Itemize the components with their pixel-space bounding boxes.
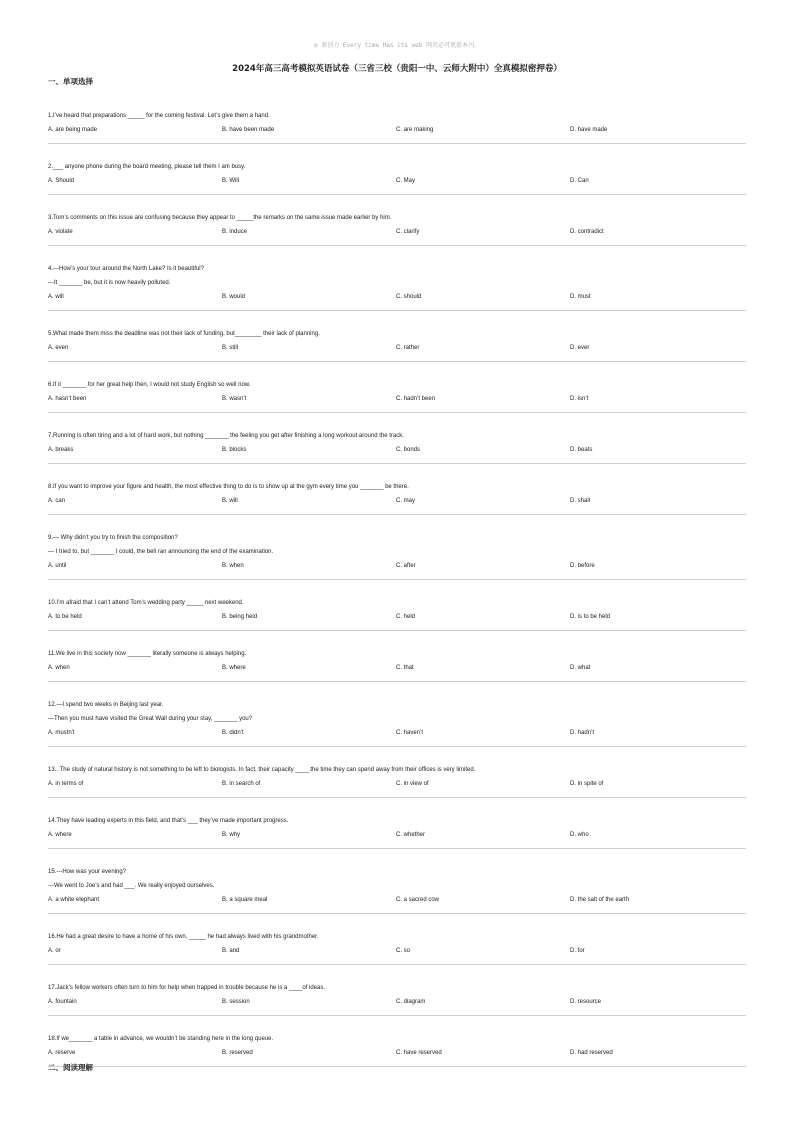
answer-option[interactable]: D. the salt of the earth — [570, 897, 630, 903]
answer-options — [48, 392, 746, 406]
answer-option[interactable]: B. still — [222, 345, 239, 351]
question-item — [48, 763, 746, 798]
answer-option[interactable]: C. are making — [396, 127, 434, 133]
answer-option[interactable]: D. for — [570, 948, 585, 954]
answer-options — [48, 290, 746, 304]
question-text: 10.I’m afraid that I can’t attend Tom’s wedding party _____ next weekend. — [48, 600, 244, 606]
question-item — [48, 262, 746, 311]
answer-option[interactable]: B. where — [222, 665, 246, 671]
page-title: 2024年高三高考模拟英语试卷（三省三校（贵阳一中、云师大附中）全真模拟密押卷） — [232, 64, 562, 74]
answer-option[interactable]: C. held — [396, 614, 416, 620]
question-text: —Then you must have visited the Great Wall during your stay, _______ you? — [48, 716, 253, 722]
answer-option[interactable]: C. bonds — [396, 447, 421, 453]
answer-option[interactable]: C. after — [396, 563, 416, 569]
answer-options — [48, 610, 746, 624]
question-text: 15.---How was your evening? — [48, 869, 127, 875]
question-text: — I tried to, but _______ I could, the bell ran announcing the end of the examination. — [48, 549, 274, 555]
answer-options — [48, 995, 746, 1009]
answer-option[interactable]: D. beats — [570, 447, 593, 453]
answer-option[interactable]: B. why — [222, 832, 241, 838]
answer-option[interactable]: B. have been made — [222, 127, 275, 133]
answer-option[interactable]: C. diagram — [396, 999, 426, 1005]
answer-option[interactable]: B. Will — [222, 178, 239, 184]
answer-option[interactable]: D. shall — [570, 498, 591, 504]
answer-options — [48, 777, 746, 791]
answer-option[interactable]: A. fountain — [48, 999, 77, 1005]
answer-option[interactable]: A. reserve — [48, 1050, 76, 1056]
answer-options — [48, 123, 746, 137]
question-text: 4.---How’s your tour around the North Lake? Is it beautiful? — [48, 266, 204, 272]
answer-option[interactable]: A. a white elephant — [48, 897, 100, 903]
answer-options — [48, 225, 746, 239]
question-item — [48, 429, 746, 464]
answer-option[interactable]: C. May — [396, 178, 416, 184]
question-text: 18.If we_______ a table in advance, we wouldn’t be standing here in the long queue. — [48, 1036, 274, 1042]
question-item — [48, 930, 746, 965]
question-item — [48, 531, 746, 580]
answer-option[interactable]: B. being held — [222, 614, 258, 620]
answer-option[interactable]: B. reserved — [222, 1050, 253, 1056]
question-item — [48, 698, 746, 747]
question-text: 16.He had a great desire to have a home of his own, _____ he had always lived with his grandmother. — [48, 934, 319, 940]
question-text: ---We went to Joe’s and had ___. We really enjoyed ourselves. — [48, 883, 215, 889]
answer-option[interactable]: D. must — [570, 294, 591, 300]
answer-option[interactable]: B. induce — [222, 229, 248, 235]
answer-options — [48, 494, 746, 508]
answer-option[interactable]: B. a square meal — [222, 897, 268, 903]
question-item — [48, 211, 746, 246]
answer-option[interactable]: D. contradict — [570, 229, 604, 235]
answer-options — [48, 443, 746, 457]
answer-option[interactable]: C. a sacred cow — [396, 897, 440, 903]
answer-option[interactable]: C. should — [396, 294, 422, 300]
question-text: 5.What made them miss the deadline was not their lack of funding, but________ their lack of planning. — [48, 331, 320, 337]
answer-option[interactable]: A. will — [48, 294, 64, 300]
question-text: 2.___ anyone phone during the board meeting, please tell them I am busy. — [48, 164, 246, 170]
question-item — [48, 327, 746, 362]
answer-option[interactable]: D. is to be held — [570, 614, 611, 620]
section-heading-single-choice: 一、单项选择 — [48, 77, 93, 86]
answer-options — [48, 341, 746, 355]
answer-option[interactable]: C. hadn’t been — [396, 396, 436, 402]
question-text: 8.If you want to improve your figure and health, the most effective thing to do is to show up at the gym every time you _______ be there. — [48, 484, 409, 490]
section-heading-reading: 二、阅读理解 — [48, 1063, 93, 1072]
answer-option[interactable]: A. where — [48, 832, 72, 838]
question-list — [48, 109, 746, 1083]
answer-option[interactable]: D. hadn’t — [570, 730, 595, 736]
answer-option[interactable]: A. hasn’t been — [48, 396, 87, 402]
answer-option[interactable]: C. have reserved — [396, 1050, 442, 1056]
question-text: ---It _______ be, but it is now heavily polluted. — [48, 280, 171, 286]
question-item — [48, 865, 746, 914]
answer-option[interactable]: C. whether — [396, 832, 426, 838]
answer-options — [48, 893, 746, 907]
question-text: 11.We live in this society now _______ literally someone is always helping. — [48, 651, 247, 657]
answer-option[interactable]: B. when — [222, 563, 244, 569]
question-item — [48, 1032, 746, 1067]
answer-option[interactable]: A. even — [48, 345, 69, 351]
answer-option[interactable]: A. to be held — [48, 614, 82, 620]
answer-option[interactable]: C. haven’t — [396, 730, 424, 736]
answer-option[interactable]: A. when — [48, 665, 70, 671]
answer-options — [48, 726, 746, 740]
answer-option[interactable]: D. who — [570, 832, 589, 838]
answer-option[interactable]: A. until — [48, 563, 67, 569]
question-text: 14.They have leading experts in this field, and that’s ___ they’ve made important progress. — [48, 818, 289, 824]
answer-option[interactable]: A. are being made — [48, 127, 98, 133]
answer-option[interactable]: A. breaks — [48, 447, 74, 453]
answer-options — [48, 661, 746, 675]
answer-options — [48, 944, 746, 958]
answer-option[interactable]: D. had reserved — [570, 1050, 613, 1056]
answer-option[interactable]: D. in spite of — [570, 781, 604, 787]
answer-option[interactable]: A. can — [48, 498, 66, 504]
question-text: 13.. The study of natural history is not something to be left to biologists. In fact, their capacity ____ the time they can spend away from their offices is very limited. — [48, 767, 476, 773]
answer-option[interactable]: C. so — [396, 948, 411, 954]
answer-option[interactable]: C. clarify — [396, 229, 420, 235]
answer-option[interactable]: D. before — [570, 563, 595, 569]
answer-option[interactable]: C. may — [396, 498, 416, 504]
answer-option[interactable]: A. Should — [48, 178, 75, 184]
answer-option[interactable]: C. that — [396, 665, 414, 671]
answer-option[interactable]: B. didn’t — [222, 730, 244, 736]
answer-option[interactable]: B. session — [222, 999, 250, 1005]
question-text: 1.I’ve heard that preparations _____ for the coming festival. Let’s give them a hand. — [48, 113, 270, 119]
question-text: 9.— Why didn’t you try to finish the composition? — [48, 535, 178, 541]
answer-option[interactable]: D. ever — [570, 345, 590, 351]
question-text: 6.If it _______ for her great help then, I would not study English so well now. — [48, 382, 251, 388]
answer-options — [48, 559, 746, 573]
question-item — [48, 109, 746, 144]
answer-option[interactable]: C. in view of — [396, 781, 429, 787]
answer-option[interactable]: B. blocks — [222, 447, 247, 453]
question-text: 3.Tom’s comments on this issue are confusing because they appear to _____the remarks on the same issue made earlier by him. — [48, 215, 392, 221]
answer-options — [48, 1046, 746, 1060]
watermark: ◎ 原创力 Every time Has its web 网页必可更新本刊。 — [314, 42, 480, 49]
question-text: 17.Jack’s fellow workers often turn to him for help when trapped in trouble because he is a ____of ideas. — [48, 985, 326, 991]
answer-option[interactable]: B. in search of — [222, 781, 261, 787]
question-item — [48, 596, 746, 631]
answer-option[interactable]: D. isn’t — [570, 396, 589, 402]
answer-option[interactable]: C. rather — [396, 345, 420, 351]
answer-options — [48, 174, 746, 188]
answer-option[interactable]: A. in terms of — [48, 781, 84, 787]
answer-option[interactable]: A. or — [48, 948, 61, 954]
question-item — [48, 160, 746, 195]
question-item — [48, 647, 746, 682]
question-text: 7.Running is often tiring and a lot of hard work, but nothing _______ the feeling you get after finishing a long workout around the track. — [48, 433, 404, 439]
answer-option[interactable]: D. Can — [570, 178, 589, 184]
answer-option[interactable]: B. and — [222, 948, 240, 954]
answer-option[interactable]: D. resource — [570, 999, 602, 1005]
question-item — [48, 480, 746, 515]
answer-option[interactable]: D. what — [570, 665, 591, 671]
answer-option[interactable]: D. have made — [570, 127, 608, 133]
answer-option[interactable]: A. mustn’t — [48, 730, 75, 736]
answer-option[interactable]: B. will — [222, 498, 238, 504]
question-item — [48, 378, 746, 413]
answer-option[interactable]: B. wasn’t — [222, 396, 247, 402]
answer-options — [48, 828, 746, 842]
answer-option[interactable]: A. violate — [48, 229, 73, 235]
question-text: 12.—I spend two weeks in Beijing last year. — [48, 702, 164, 708]
answer-option[interactable]: B. would — [222, 294, 246, 300]
question-item — [48, 981, 746, 1016]
question-item — [48, 814, 746, 849]
